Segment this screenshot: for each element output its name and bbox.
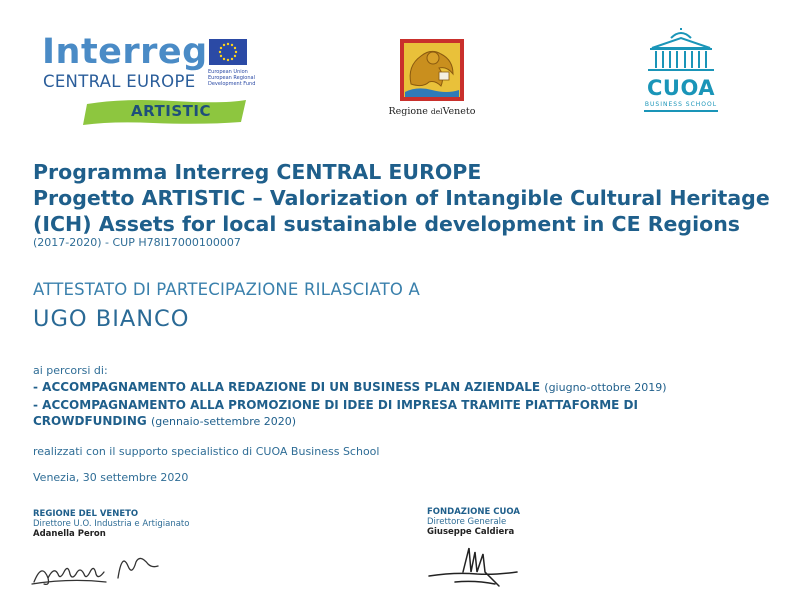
- course-2-title-line-2: CROWDFUNDING: [33, 414, 147, 428]
- cuoa-underline: [644, 110, 718, 112]
- cuoa-name: CUOA: [646, 76, 715, 100]
- course-1-title: - ACCOMPAGNAMENTO ALLA REDAZIONE DI UN BUSINESS PLAN AZIENDALE: [33, 380, 541, 394]
- cup-code: (2017-2020) - CUP H78I17000100007: [33, 236, 241, 249]
- certificate-title: ATTESTATO DI PARTECIPAZIONE RILASCIATO A: [33, 280, 421, 299]
- project-label: ARTISTIC: [131, 102, 211, 120]
- interreg-program: CENTRAL EUROPE: [43, 72, 196, 91]
- handwritten-signature-veneto: [30, 544, 170, 592]
- cuoa-logo: [640, 28, 730, 118]
- courses-intro: ai percorsi di:: [33, 364, 108, 377]
- eu-flag-icon: [209, 39, 247, 65]
- heading-line-1: Programma Interreg CENTRAL EUROPE: [33, 160, 482, 184]
- course-2: [33, 414, 296, 428]
- lion-crest-icon: [397, 36, 467, 108]
- course-1: [33, 380, 667, 394]
- support-text: realizzati con il supporto specialistico di CUOA Business School: [33, 445, 380, 458]
- signature-org: REGIONE DEL VENETO: [33, 509, 139, 519]
- signature-block-cuoa: [427, 507, 520, 537]
- cuoa-building-icon: [646, 28, 716, 78]
- cuoa-subtitle: BUSINESS SCHOOL: [644, 101, 718, 108]
- course-2-title-line-1: - ACCOMPAGNAMENTO ALLA PROMOZIONE DI IDEE DI IMPRESA TRAMITE PIATTAFORME DI: [33, 398, 638, 412]
- heading-line-3: (ICH) Assets for local sustainable development in CE Regions: [33, 212, 740, 236]
- signature-role: Direttore U.O. Industria e Artigianato: [33, 519, 190, 529]
- signature-name: Giuseppe Caldiera: [427, 527, 515, 537]
- regione-veneto-logo: [372, 36, 492, 121]
- signature-block-veneto: [33, 509, 189, 539]
- handwritten-signature-cuoa: [425, 542, 535, 598]
- eu-fund-text: European Union European Regional Development Fund: [208, 69, 256, 87]
- recipient-name: UGO BIANCO: [33, 306, 190, 332]
- place-date: Venezia, 30 settembre 2020: [33, 471, 189, 484]
- heading-line-2: Progetto ARTISTIC – Valorization of Intangible Cultural Heritage: [33, 186, 770, 210]
- signature-name: Adanella Peron: [33, 529, 106, 539]
- course-1-dates: (giugno-ottobre 2019): [544, 381, 667, 394]
- interreg-logo: [38, 32, 268, 132]
- signature-org: FONDAZIONE CUOA: [427, 507, 520, 517]
- interreg-wordmark: Interreg: [42, 32, 208, 72]
- signature-role: Direttore Generale: [427, 517, 507, 527]
- course-2-dates: (gennaio-settembre 2020): [150, 415, 297, 428]
- regione-veneto-name: Regione delVeneto: [388, 106, 476, 117]
